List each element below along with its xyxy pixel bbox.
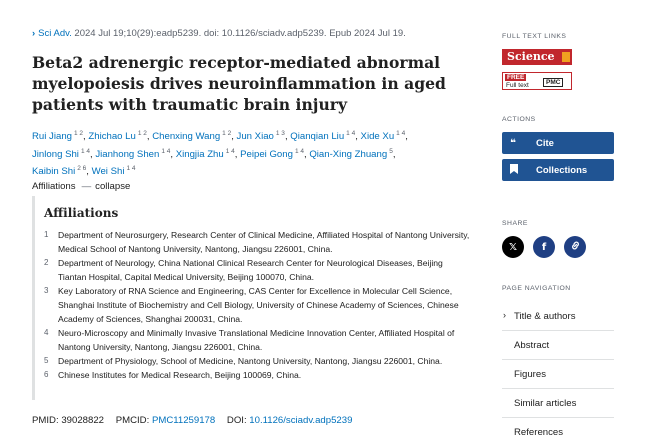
- author-name: Jun Xiao: [236, 131, 274, 142]
- author-link[interactable]: Kaibin Shi $^{2 6}$,: [32, 165, 89, 177]
- affiliations-panel: [32, 196, 470, 400]
- affiliation-item: [44, 326, 470, 354]
- author-name: Qian-Xing Zhuang: [309, 148, 388, 160]
- author-link[interactable]: [92, 166, 136, 177]
- author-name: Chenxing Wang: [152, 131, 221, 142]
- pmid-label: PMID:: [32, 415, 62, 426]
- pmid-value: 39028822: [61, 415, 105, 426]
- affiliation-number: 2: [44, 258, 49, 267]
- affiliation-number: 4: [44, 328, 49, 337]
- author-name: Qianqian Liu: [290, 131, 345, 142]
- author-affiliation-numbers: 5: [389, 147, 393, 155]
- author-affiliation-numbers: 1 4: [126, 165, 136, 172]
- science-logo: Science: [507, 50, 555, 63]
- affiliation-number: 3: [44, 286, 49, 295]
- author-affiliation-numbers: 1 4: [294, 147, 304, 155]
- author-affiliation-numbers: 1 2: [74, 130, 84, 137]
- affiliation-text: Department of Physiology, School of Medicine, Nantong University, Nantong, Jiangsu 226001, China.: [58, 356, 443, 366]
- author-link[interactable]: Xingjia Zhu $^{1 4}$,: [175, 147, 238, 160]
- affiliation-text: Department of Neurology, China National Clinical Research Center for Neurological Diseases, Beijing Tiantan Hospital, Capital Medical University, Beijing 100070, China.: [58, 258, 443, 282]
- link-icon: [570, 240, 581, 254]
- free-badge: FREE: [507, 74, 525, 81]
- affiliation-text: Key Laboratory of RNA Science and Engineering, CAS Center for Excellence in Molecular Cell Science, Shanghai Institute of Biochemistry and Cell Biology, University of Chinese Academy of Sciences, Chinese Academy of Sciences, Shanghai 200031, China.: [58, 286, 459, 324]
- x-icon: 𝕏: [508, 241, 518, 253]
- share-buttons: [502, 236, 586, 258]
- author-affiliation-numbers: 1 2: [137, 130, 147, 137]
- collapse-button[interactable]: collapse: [95, 181, 131, 192]
- affiliation-item: [44, 228, 470, 256]
- affiliation-text: Chinese Institutes for Medical Research, Beijing 100069, China.: [58, 370, 302, 380]
- affiliation-item: [44, 284, 470, 326]
- nav-item-label: Similar articles: [514, 397, 577, 409]
- author-name: Jianhong Shen: [95, 148, 160, 160]
- author-name: Zhichao Lu: [88, 131, 136, 142]
- page-navigation: [502, 302, 614, 443]
- author-link[interactable]: Chenxing Wang $^{1 2}$,: [152, 130, 234, 142]
- nav-item-label: References: [514, 426, 564, 438]
- page-navigation-label: PAGE NAVIGATION: [502, 285, 571, 292]
- chevron-right-icon: ›: [32, 28, 36, 39]
- nav-item[interactable]: [502, 360, 614, 389]
- doi-label: DOI:: [226, 415, 250, 426]
- author-affiliation-numbers: 1 4: [346, 130, 356, 137]
- author-name: Wei Shi: [91, 166, 125, 177]
- author-link[interactable]: Jianhong Shen $^{1 4}$,: [95, 147, 174, 160]
- author-name: Xingjia Zhu: [175, 148, 224, 160]
- copy-link-button[interactable]: [564, 236, 586, 258]
- affiliation-number: 1: [44, 230, 49, 239]
- author-link[interactable]: Jun Xiao $^{1 3}$,: [236, 130, 288, 142]
- authors-list: [32, 127, 452, 180]
- affiliations-toggle-label: Affiliations: [32, 181, 76, 192]
- science-badge-icon: [562, 52, 570, 62]
- full-text-links-label: FULL TEXT LINKS: [502, 33, 567, 40]
- pmc-logo: PMC: [543, 78, 563, 87]
- affiliation-number: 6: [44, 370, 49, 379]
- article-ids: [32, 415, 352, 426]
- nav-item[interactable]: [502, 302, 614, 331]
- author-affiliation-numbers: 1 4: [80, 147, 90, 155]
- nav-item[interactable]: [502, 418, 614, 443]
- doi-link[interactable]: 10.1126/sciadv.adp5239: [249, 415, 353, 426]
- nav-item-label: Abstract: [514, 339, 550, 351]
- affiliation-text: Neuro-Microscopy and Minimally Invasive Translational Medicine Innovation Center, Affiliated Hospital of Nantong University, Nantong, Jiangsu 226001, China.: [58, 328, 455, 352]
- author-link[interactable]: Qianqian Liu $^{1 4}$,: [290, 130, 358, 142]
- author-link[interactable]: Jinlong Shi $^{1 4}$,: [32, 147, 93, 160]
- author-link[interactable]: Zhichao Lu $^{1 2}$,: [88, 130, 150, 142]
- cite-button[interactable]: [502, 132, 614, 154]
- facebook-icon: f: [541, 241, 547, 253]
- author-link[interactable]: Qian-Xing Zhuang $^5$,: [309, 147, 396, 160]
- x-share-button[interactable]: [502, 236, 524, 258]
- nav-item-label: Title & authors: [514, 310, 576, 322]
- author-affiliation-numbers: 1 4: [396, 130, 406, 137]
- affiliation-item: [44, 368, 470, 382]
- author-name: Kaibin Shi: [32, 166, 76, 177]
- journal-link[interactable]: Sci Adv.: [38, 28, 72, 39]
- affiliation-text: Department of Neurosurgery, Research Center of Clinical Medicine, Affiliated Hospital of Nantong University, Medical School of Nantong University, Nantong, Jiangsu 226001, China.: [58, 230, 470, 254]
- affiliations-toggle: [32, 181, 130, 192]
- collections-button[interactable]: [502, 159, 614, 181]
- author-name: Xide Xu: [360, 131, 395, 142]
- quote-icon: ❝: [510, 137, 516, 149]
- dash-separator: —: [81, 181, 92, 192]
- author-link[interactable]: Peipei Gong $^{1 4}$,: [240, 147, 307, 160]
- nav-item-label: Figures: [514, 368, 546, 380]
- article-title: Beta2 adrenergic receptor-mediated abnormal myelopoiesis drives neuroinflammation in aged patients with traumatic brain injury: [32, 53, 446, 114]
- citation-details: 2024 Jul 19;10(29):eadp5239. doi: 10.1126/sciadv.adp5239. Epub 2024 Jul 19.: [71, 28, 406, 39]
- affiliation-item: [44, 256, 470, 284]
- bookmark-icon: [510, 164, 536, 177]
- citation-line: [32, 28, 406, 39]
- author-link[interactable]: Xide Xu $^{1 4}$,: [360, 130, 408, 142]
- author-name: Peipei Gong: [240, 148, 293, 160]
- affiliations-heading: Affiliations: [44, 206, 119, 220]
- author-affiliation-numbers: 1 2: [222, 130, 232, 137]
- affiliations-list: [44, 228, 470, 382]
- author-affiliation-numbers: 1 3: [275, 130, 285, 137]
- nav-item[interactable]: [502, 389, 614, 418]
- actions-label: ACTIONS: [502, 116, 536, 123]
- share-label: SHARE: [502, 220, 528, 227]
- cite-button-label: Cite: [536, 137, 554, 149]
- author-link[interactable]: Rui Jiang $^{1 2}$,: [32, 130, 86, 142]
- author-affiliation-numbers: 2 6: [77, 165, 87, 172]
- author-name: Jinlong Shi: [32, 148, 79, 160]
- chevron-right-icon: ›: [503, 310, 506, 320]
- author-name: Rui Jiang: [32, 131, 72, 142]
- affiliation-number: 5: [44, 356, 49, 365]
- pmcid-link[interactable]: PMC11259178: [151, 415, 216, 426]
- pmc-full-text-link[interactable]: [502, 72, 572, 90]
- full-text-label: Full text: [506, 82, 529, 89]
- author-affiliation-numbers: 1 4: [225, 147, 235, 155]
- science-full-text-link[interactable]: [502, 49, 572, 65]
- collections-button-label: Collections: [536, 164, 588, 176]
- nav-item[interactable]: [502, 331, 614, 360]
- author-affiliation-numbers: 1 4: [161, 147, 171, 155]
- affiliation-item: [44, 354, 470, 368]
- facebook-share-button[interactable]: [533, 236, 555, 258]
- pmcid-label: PMCID:: [115, 415, 152, 426]
